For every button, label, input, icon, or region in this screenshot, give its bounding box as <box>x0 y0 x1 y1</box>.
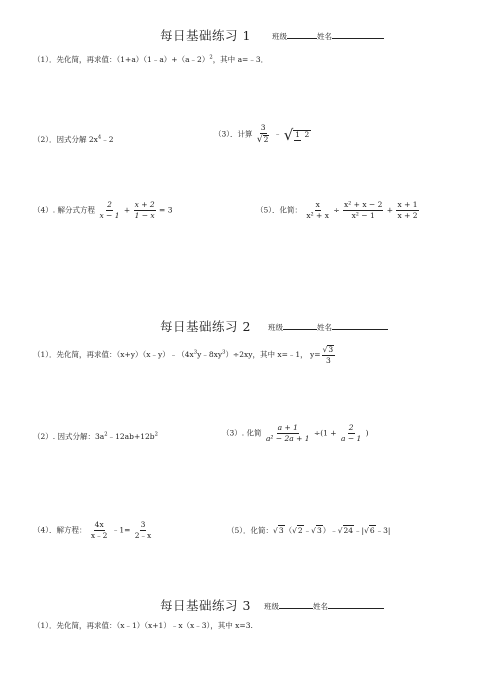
s2-question-2: （2）. 因式分解：$3a^2﹣12ab+12b^2$ <box>33 431 158 441</box>
s1-question-2: （2）．因式分解 $2x^4﹣2$ <box>33 134 114 144</box>
s3-question-1: （1）．先化简，再求值：（x﹣1）（x+1）﹣x（x﹣3），其中 x=3. <box>33 621 253 630</box>
sqrt-icon: √ <box>311 526 316 535</box>
q3-sqrt-fraction: 1 2 <box>295 130 310 140</box>
q4-fraction-1: $\frac{2}{x - 1}$ <box>99 200 120 220</box>
s1-question-1: （1）．先化简，再求值：（1+a）（1﹣a）+（a﹣2）$^2$，其中 a=﹣3． <box>33 54 269 64</box>
section-2-title: 每日基础练习 2 <box>160 319 251 334</box>
class-blank[interactable] <box>287 38 317 39</box>
q4-fraction-2: $\frac{x + 2}{1 - x}$ <box>134 200 155 220</box>
section-3-class-name-fields: 班级 姓名 <box>264 601 384 612</box>
s1-question-3: （3）．计算 $\frac{3}{√2}$ ﹣ √ 1 2 <box>214 123 310 145</box>
sqrt-icon: √ <box>364 526 369 535</box>
section-2-class-name-fields: 班级 姓名 <box>268 322 388 333</box>
s2-question-4: （4）．解方程： $\frac{4x}{x﹣2}$ ﹣1= $\frac{3}{2﹣x}$ <box>33 520 152 540</box>
class-blank[interactable] <box>283 329 317 330</box>
section-1-title: 每日基础练习 1 <box>160 28 251 43</box>
q5-fraction-3: $\frac{x + 1}{x + 2}$ <box>397 200 418 220</box>
y-value-fraction: $\frac{√3}{3}$ <box>322 345 334 365</box>
section-1-class-name-fields: 班级 姓名 <box>272 31 384 42</box>
s1-question-4: （4）. 解分式方程 $\frac{2}{x - 1}$ + $\frac{x + 2}{1 - x}$ = 3 <box>33 200 173 220</box>
sqrt-icon: √ <box>283 125 294 144</box>
q5-fraction-2: $\frac{\text{x² + x − 2}}{\text{x² − 1}}$ <box>344 200 383 220</box>
name-blank[interactable] <box>328 608 384 609</box>
sqrt-icon: √ <box>322 345 328 354</box>
name-blank[interactable] <box>332 38 384 39</box>
s1-question-5: （5）．化简： $\frac{x}{\text{x² + x}}$ ÷ $\frac{\text{x² + x − 2}}{\text{x² − 1}}$ + $\frac{x + 1}{x + 2}$ <box>256 200 418 220</box>
q3-fraction-2: $\frac{2}{a - 1}$ <box>340 423 362 443</box>
q3-fraction-1: $\frac{a + 1}{\text{a² − 2a + 1}}$ <box>265 423 310 443</box>
s2-question-5: （5）．化简：√3（√2﹣√3）﹣√24﹣|√6﹣3| <box>227 526 391 535</box>
class-blank[interactable] <box>279 608 313 609</box>
s2-question-3: （3）. 化简 $\frac{a + 1}{\text{a² − 2a + 1}}$ ÷(1 + $\frac{2}{a - 1}$ ) <box>222 423 369 443</box>
section-3-title: 每日基础练习 3 <box>160 598 251 613</box>
q4-fraction-2: $\frac{3}{2﹣x}$ <box>134 520 152 540</box>
q4-fraction-1: $\frac{4x}{x﹣2}$ <box>90 520 108 540</box>
q3-fraction: $\frac{3}{√2}$ <box>256 123 269 145</box>
sqrt-icon: √ <box>256 134 263 145</box>
sqrt-icon: √ <box>273 526 278 535</box>
s2-question-1: （1）．先化简，再求值：$(x+y)(x﹣y)﹣(4x^3y﹣8xy^3)\div 2xy$，其中 x=﹣1， y= $\frac{√3}{3}$ <box>33 345 334 365</box>
name-blank[interactable] <box>332 329 388 330</box>
sqrt-icon: √ <box>292 526 297 535</box>
sqrt-icon: √ <box>337 526 343 535</box>
q5-fraction-1: $\frac{x}{\text{x² + x}}$ <box>306 200 329 220</box>
